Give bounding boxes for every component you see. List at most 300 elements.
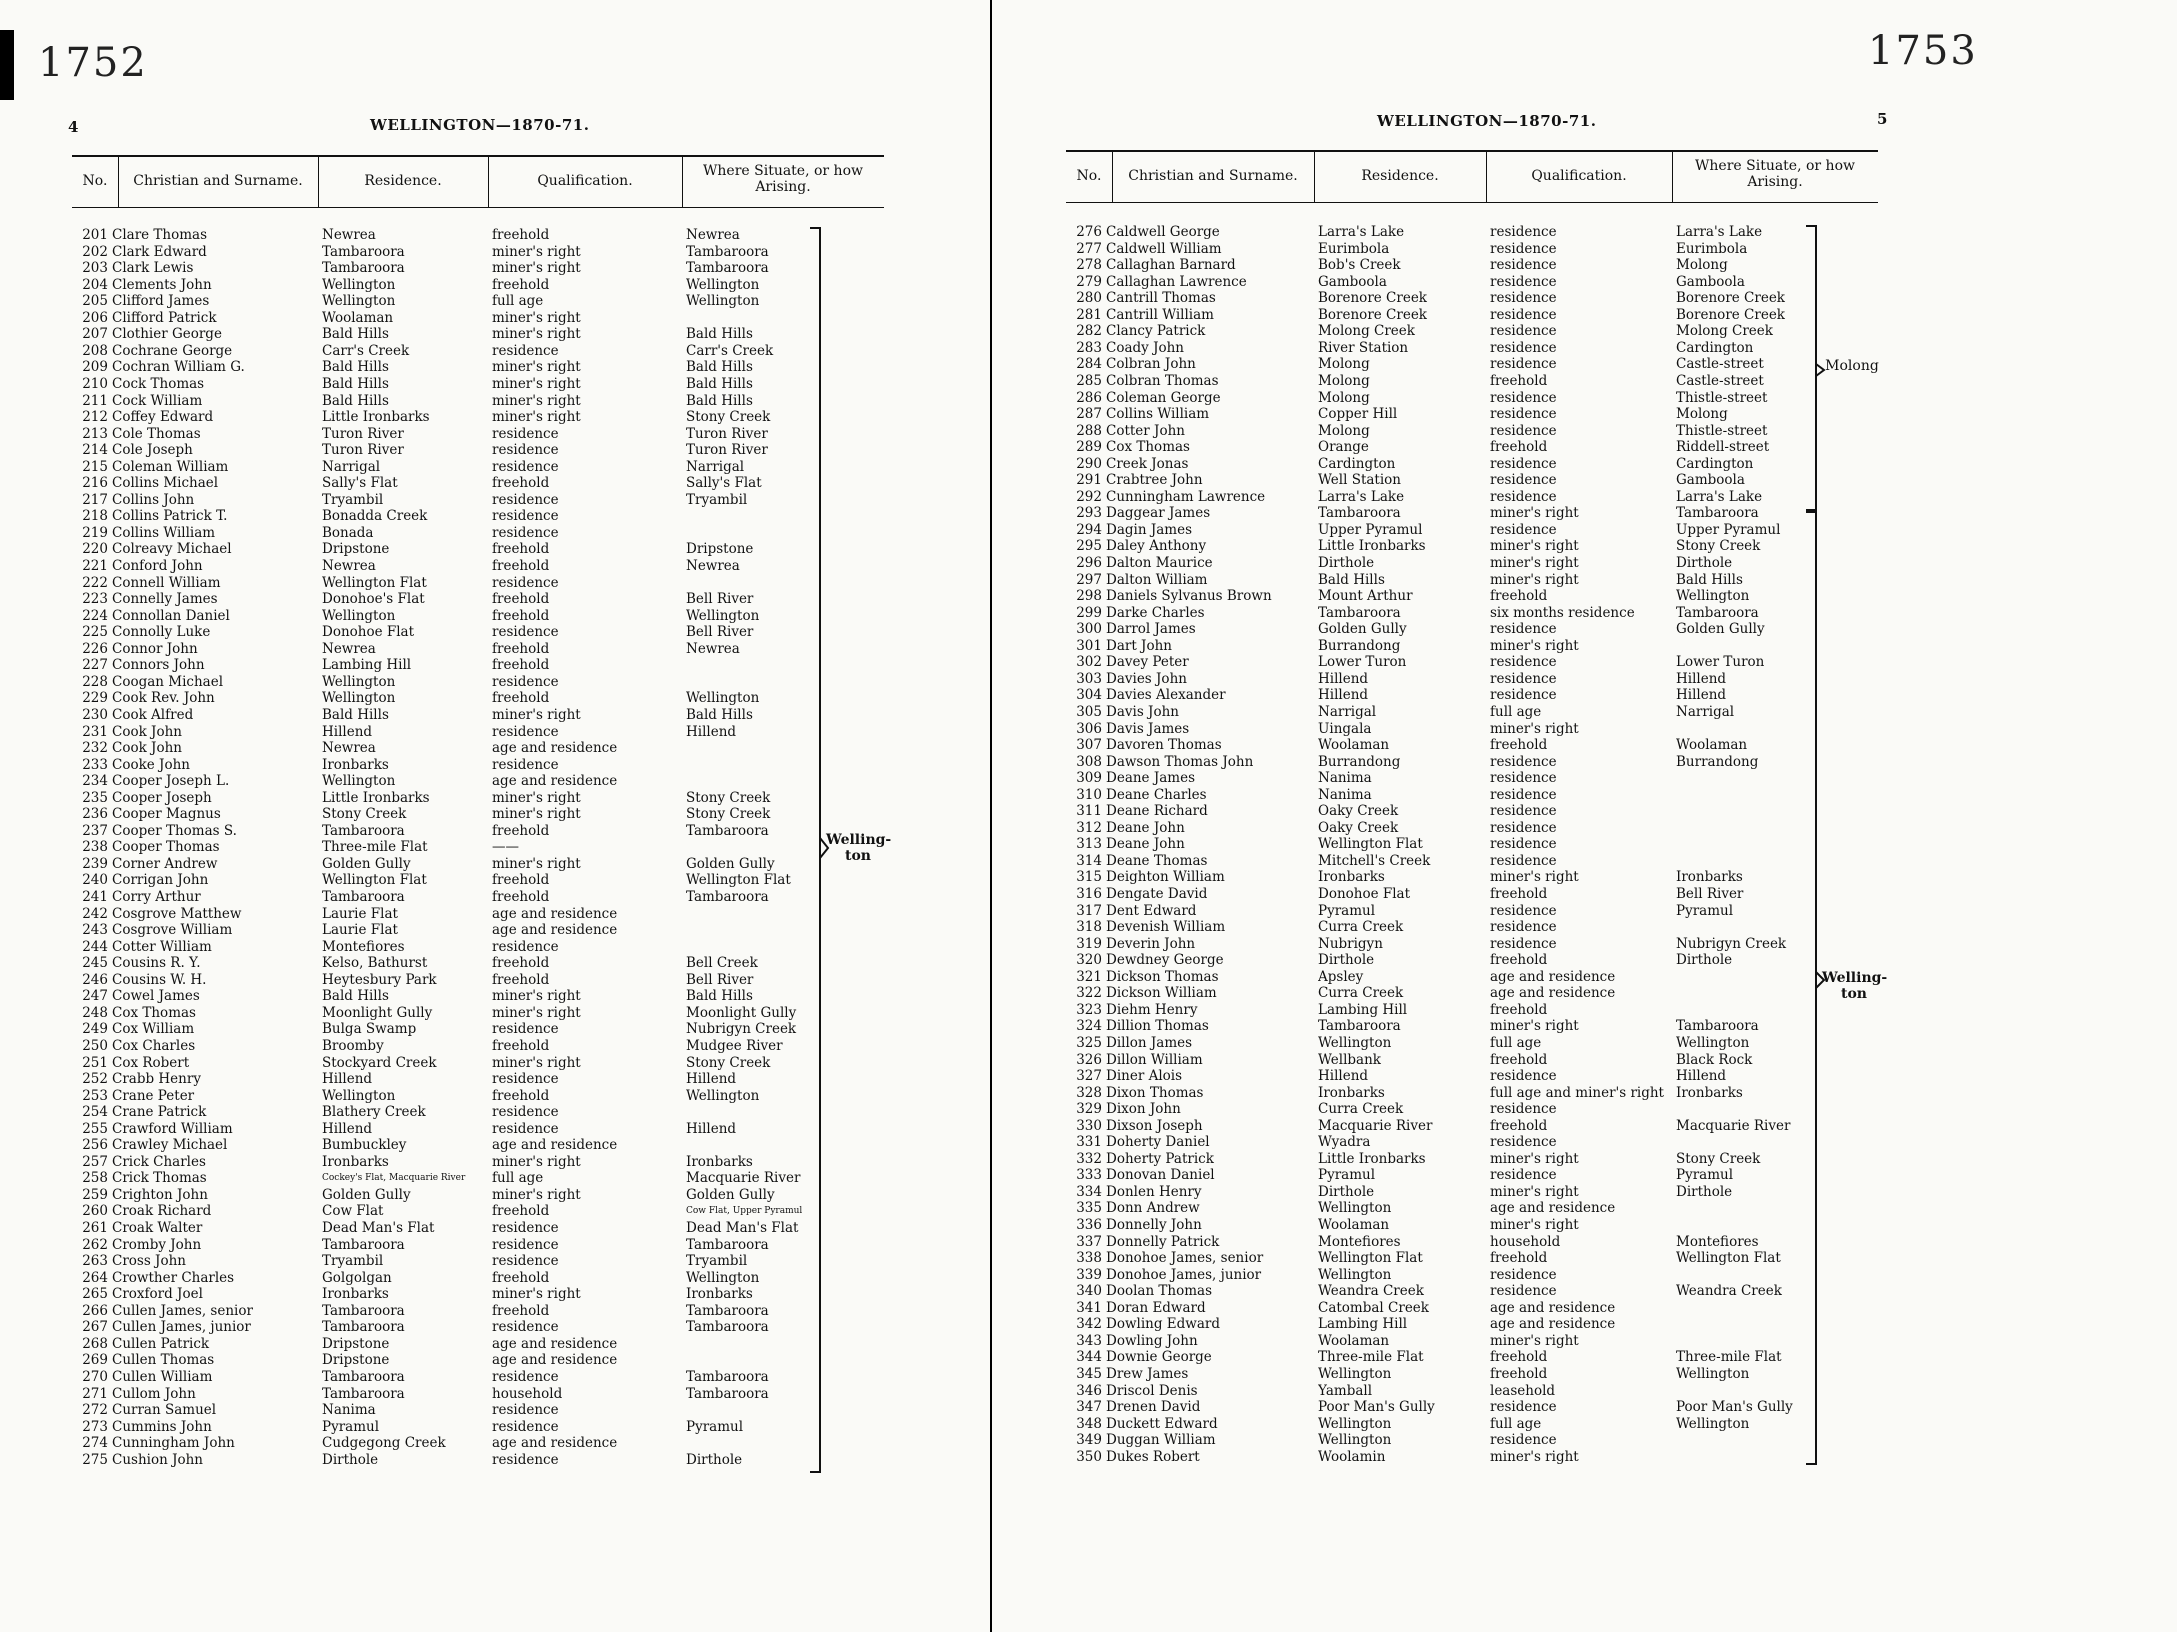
- entry-qualification: residence: [1490, 488, 1557, 505]
- entry-residence: Stony Creek: [322, 806, 407, 823]
- entry-where-situate: Sally's Flat: [686, 475, 762, 492]
- entry-number: 259: [82, 1186, 108, 1203]
- entry-number: 238: [82, 839, 108, 856]
- entry-name: Deane Thomas: [1106, 852, 1208, 869]
- entry-where-situate: Cardington: [1676, 455, 1754, 472]
- entry-qualification: freehold: [1490, 439, 1548, 456]
- entry-where-situate: Weandra Creek: [1676, 1283, 1782, 1300]
- entry-residence: Eurimbola: [1318, 240, 1390, 257]
- entry-number: 279: [1076, 273, 1102, 290]
- entry-number: 323: [1076, 1001, 1102, 1018]
- entry-qualification: residence: [492, 624, 559, 641]
- entry-number: 212: [82, 409, 108, 426]
- entry-number: 216: [82, 475, 108, 492]
- entry-number: 337: [1076, 1233, 1102, 1250]
- entry-where-situate: Borenore Creek: [1676, 306, 1785, 323]
- entry-where-situate: Larra's Lake: [1676, 488, 1763, 505]
- entry-name: Cochrane George: [112, 342, 233, 359]
- table-row: [72, 244, 884, 260]
- entry-where-situate: Lower Turon: [1676, 654, 1765, 671]
- entry-number: 333: [1076, 1167, 1102, 1184]
- entry-name: Cooper Joseph: [112, 789, 212, 806]
- entry-residence: Cow Flat: [322, 1203, 384, 1220]
- entry-name: Connollan Daniel: [112, 607, 230, 624]
- entry-residence: Borenore Creek: [1318, 306, 1427, 323]
- entry-qualification: miner's right: [492, 243, 581, 260]
- entry-qualification: freehold: [492, 607, 550, 624]
- entry-where-situate: Stony Creek: [686, 806, 771, 823]
- entry-qualification: residence: [492, 1319, 559, 1336]
- entry-name: Daley Anthony: [1106, 538, 1207, 555]
- table-row: [72, 1419, 884, 1435]
- entry-residence: Turon River: [322, 425, 404, 442]
- table-row: [1066, 1085, 1878, 1101]
- entry-residence: Golden Gully: [322, 855, 411, 872]
- entry-name: Cunningham Lawrence: [1106, 488, 1266, 505]
- entry-name: Dent Edward: [1106, 902, 1197, 919]
- entry-qualification: residence: [492, 723, 559, 740]
- entry-number: 306: [1076, 720, 1102, 737]
- entry-name: Clark Lewis: [112, 260, 194, 277]
- entry-number: 227: [82, 657, 108, 674]
- entry-residence: Catombal Creek: [1318, 1299, 1429, 1316]
- table-row: [72, 806, 884, 822]
- table-row: [72, 657, 884, 673]
- table-row: [1066, 869, 1878, 885]
- table-row: [1066, 1018, 1878, 1034]
- entry-name: Callaghan Barnard: [1106, 257, 1236, 274]
- entry-residence: Donohoe's Flat: [322, 591, 425, 608]
- entry-qualification: residence: [492, 524, 559, 541]
- entry-number: 209: [82, 359, 108, 376]
- entry-name: Crane Patrick: [112, 1104, 207, 1121]
- entry-residence: Apsley: [1318, 968, 1364, 985]
- entry-where-situate: Ironbarks: [686, 1153, 753, 1170]
- table-row: [72, 260, 884, 276]
- header-name: Christian and Surname.: [133, 173, 303, 189]
- entry-where-situate: Hillend: [686, 723, 737, 740]
- entry-name: Drew James: [1106, 1365, 1189, 1382]
- entry-where-situate: Bald Hills: [686, 359, 753, 376]
- entry-where-situate: Macquarie River: [1676, 1117, 1791, 1134]
- table-row: [1066, 737, 1878, 753]
- entry-qualification: freehold: [492, 558, 550, 574]
- entry-number: 274: [82, 1435, 108, 1452]
- entry-number: 285: [1076, 372, 1102, 389]
- entry-qualification: residence: [1490, 339, 1557, 356]
- table-row: [72, 1352, 884, 1368]
- entry-where-situate: Hillend: [1676, 687, 1727, 704]
- table-row: [1066, 1167, 1878, 1183]
- entry-number: 340: [1076, 1283, 1102, 1300]
- entry-number: 307: [1076, 737, 1102, 754]
- page-number: 5: [1877, 110, 1888, 128]
- entry-where-situate: Tambaroora: [686, 243, 769, 260]
- entry-where-situate: Newrea: [686, 227, 740, 243]
- table-row: [72, 1452, 884, 1468]
- entry-number: 325: [1076, 1034, 1102, 1051]
- table-row: [72, 1154, 884, 1170]
- entry-number: 241: [82, 889, 108, 905]
- header-no: No.: [1076, 168, 1102, 184]
- entry-qualification: freehold: [492, 1302, 550, 1319]
- table-row: [72, 939, 884, 955]
- entry-qualification: residence: [1490, 770, 1557, 787]
- entry-qualification: freehold: [492, 591, 550, 608]
- entry-number: 312: [1076, 819, 1102, 836]
- entry-number: 213: [82, 425, 108, 442]
- entry-qualification: freehold: [492, 640, 550, 657]
- entry-number: 226: [82, 640, 108, 657]
- entry-qualification: miner's right: [1490, 637, 1579, 654]
- table-row: [72, 359, 884, 375]
- entry-where-situate: Stony Creek: [1676, 538, 1761, 555]
- entry-qualification: residence: [492, 342, 559, 359]
- entry-name: Downie George: [1106, 1349, 1212, 1366]
- entry-where-situate: Golden Gully: [686, 1186, 775, 1203]
- entry-number: 290: [1076, 455, 1102, 472]
- table-row: [72, 525, 884, 541]
- entry-where-situate: Mudgee River: [686, 1037, 783, 1054]
- entry-number: 248: [82, 1004, 108, 1021]
- entry-qualification: freehold: [1490, 886, 1548, 902]
- entry-where-situate: Molong: [1676, 257, 1728, 274]
- entry-name: Collins Michael: [112, 475, 219, 492]
- entry-residence: Nanima: [1318, 786, 1372, 803]
- table-row: [1066, 687, 1878, 703]
- entry-qualification: age and residence: [492, 1335, 618, 1352]
- entry-where-situate: Bell River: [686, 971, 754, 988]
- table-row: [1066, 390, 1878, 406]
- entry-residence: Wellington: [322, 607, 396, 624]
- table-row: [72, 277, 884, 293]
- brace-label: Welling-ton: [826, 832, 892, 864]
- table-row: [1066, 406, 1878, 422]
- entry-where-situate: Wellington: [686, 293, 760, 310]
- entry-name: Dowling Edward: [1106, 1316, 1220, 1333]
- entry-residence: Wellington: [322, 673, 396, 690]
- entry-qualification: freehold: [1490, 1349, 1548, 1366]
- entry-name: Cowel James: [112, 988, 200, 1005]
- entry-residence: Hillend: [322, 1120, 373, 1137]
- entry-name: Cousins R. Y.: [112, 955, 201, 972]
- table-row: [72, 442, 884, 458]
- entry-residence: Cudgegong Creek: [322, 1435, 446, 1452]
- entry-where-situate: Tambaroora: [686, 889, 769, 905]
- entry-where-situate: Golden Gully: [1676, 621, 1765, 638]
- entry-residence: Three-mile Flat: [1318, 1349, 1424, 1366]
- entry-number: 348: [1076, 1415, 1102, 1432]
- entry-where-situate: Tambaroora: [1676, 1018, 1759, 1035]
- entry-name: Deane James: [1106, 770, 1196, 787]
- entry-where-situate: Bell River: [686, 624, 754, 641]
- entry-name: Coady John: [1106, 339, 1184, 356]
- entry-number: 316: [1076, 886, 1102, 902]
- table-row: [1066, 886, 1878, 902]
- table-row: [72, 740, 884, 756]
- entry-residence: Donohoe Flat: [322, 624, 415, 641]
- entry-residence: Mitchell's Creek: [1318, 852, 1431, 869]
- entry-where-situate: Wellington: [686, 1087, 760, 1104]
- entry-number: 224: [82, 607, 108, 624]
- table-row: [72, 1220, 884, 1236]
- table-row: [1066, 754, 1878, 770]
- entry-name: Cantrill William: [1106, 306, 1214, 323]
- entry-residence: Wellbank: [1318, 1051, 1381, 1068]
- entry-qualification: full age: [1490, 1415, 1542, 1432]
- entry-residence: Curra Creek: [1318, 919, 1404, 936]
- table-row: [1066, 721, 1878, 737]
- table-row: [1066, 373, 1878, 389]
- entry-number: 206: [82, 309, 108, 326]
- entry-qualification: residence: [492, 1451, 559, 1468]
- table-row: [72, 1369, 884, 1385]
- table-row: [72, 1038, 884, 1054]
- right-page: [992, 0, 2177, 1632]
- entry-name: Davis John: [1106, 703, 1179, 720]
- entry-name: Corry Arthur: [112, 889, 201, 905]
- entry-number: 239: [82, 855, 108, 872]
- table-row: [1066, 274, 1878, 290]
- entry-number: 326: [1076, 1051, 1102, 1068]
- entry-number: 203: [82, 260, 108, 277]
- entry-number: 296: [1076, 555, 1102, 571]
- entry-number: 244: [82, 938, 108, 955]
- entry-name: Croak Richard: [112, 1203, 212, 1220]
- entry-name: Davis James: [1106, 720, 1190, 737]
- table-row: [72, 608, 884, 624]
- entry-where-situate: Tambaroora: [686, 1368, 769, 1385]
- entry-residence: Little Ironbarks: [322, 409, 430, 426]
- entry-number: 205: [82, 293, 108, 310]
- entry-name: Dixon John: [1106, 1101, 1181, 1118]
- entry-qualification: full age: [1490, 703, 1542, 720]
- entry-number: 324: [1076, 1018, 1102, 1035]
- entry-name: Connor John: [112, 640, 198, 657]
- table-row: [72, 674, 884, 690]
- entry-qualification: miner's right: [492, 392, 581, 409]
- entry-qualification: residence: [492, 1104, 559, 1121]
- entry-name: Cole Thomas: [112, 425, 201, 442]
- entry-qualification: freehold: [1490, 1051, 1548, 1068]
- entry-number: 264: [82, 1269, 108, 1286]
- entry-name: Corrigan John: [112, 872, 209, 889]
- entry-where-situate: Pyramul: [1676, 1167, 1734, 1184]
- entry-number: 294: [1076, 521, 1102, 538]
- entry-number: 272: [82, 1402, 108, 1419]
- entry-residence: Uingala: [1318, 720, 1372, 737]
- table-row: [1066, 1068, 1878, 1084]
- entry-number: 301: [1076, 637, 1102, 654]
- entry-name: Conford John: [112, 558, 203, 574]
- entry-name: Dagin James: [1106, 521, 1192, 538]
- entry-number: 300: [1076, 621, 1102, 638]
- entry-name: Croxford Joel: [112, 1286, 203, 1303]
- entry-qualification: freehold: [492, 955, 550, 972]
- table-row: [72, 1286, 884, 1302]
- entry-name: Driscol Denis: [1106, 1382, 1198, 1399]
- entry-qualification: age and residence: [492, 922, 618, 939]
- entry-qualification: age and residence: [1490, 968, 1616, 985]
- entry-qualification: residence: [492, 1021, 559, 1038]
- entry-residence: Tambaroora: [322, 260, 405, 277]
- entry-qualification: freehold: [492, 1087, 550, 1104]
- entry-name: Cock Thomas: [112, 375, 205, 392]
- entry-where-situate: Wellington Flat: [686, 872, 791, 889]
- entry-name: Crick Thomas: [112, 1170, 207, 1187]
- entry-residence: Larra's Lake: [1318, 224, 1405, 240]
- entry-number: 254: [82, 1104, 108, 1121]
- entry-number: 221: [82, 558, 108, 574]
- entry-number: 247: [82, 988, 108, 1005]
- entry-name: Davoren Thomas: [1106, 737, 1222, 754]
- entry-number: 328: [1076, 1084, 1102, 1101]
- entry-number: 243: [82, 922, 108, 939]
- entry-name: Cotter John: [1106, 422, 1185, 439]
- entry-number: 277: [1076, 240, 1102, 257]
- entry-where-situate: Wellington: [1676, 588, 1750, 605]
- entry-name: Doherty Patrick: [1106, 1150, 1214, 1167]
- entry-where-situate: Narrigal: [686, 458, 745, 475]
- entry-name: Cullen William: [112, 1368, 213, 1385]
- page-number: 4: [68, 118, 79, 136]
- entry-number: 230: [82, 706, 108, 723]
- entry-where-situate: Tambaroora: [686, 260, 769, 277]
- entry-where-situate: Bald Hills: [1676, 571, 1743, 588]
- table-row: [1066, 1383, 1878, 1399]
- table-row: [72, 757, 884, 773]
- table-row: [72, 1303, 884, 1319]
- entry-name: Deverin John: [1106, 935, 1196, 952]
- entry-where-situate: Bald Hills: [686, 392, 753, 409]
- entry-qualification: residence: [1490, 670, 1557, 687]
- table-row: [72, 475, 884, 491]
- table-row: [1066, 671, 1878, 687]
- entry-where-situate: Molong: [1676, 406, 1728, 423]
- entry-number: 276: [1076, 224, 1102, 240]
- entry-qualification: full age: [492, 1170, 544, 1187]
- entry-number: 288: [1076, 422, 1102, 439]
- header-where-situate: Where Situate, or how Arising.: [703, 163, 863, 195]
- entry-qualification: residence: [1490, 621, 1557, 638]
- entry-name: Dickson Thomas: [1106, 968, 1219, 985]
- entry-number: 319: [1076, 935, 1102, 952]
- entry-number: 233: [82, 756, 108, 773]
- entry-residence: Turon River: [322, 442, 404, 459]
- entry-residence: Tambaroora: [322, 1236, 405, 1253]
- entry-number: 217: [82, 491, 108, 508]
- entry-name: Deane Richard: [1106, 803, 1208, 820]
- entry-residence: Copper Hill: [1318, 406, 1398, 423]
- entry-residence: Gamboola: [1318, 273, 1387, 290]
- entry-number: 229: [82, 690, 108, 707]
- entry-name: Duckett Edward: [1106, 1415, 1218, 1432]
- entry-residence: Molong Creek: [1318, 323, 1415, 340]
- entry-qualification: miner's right: [492, 1004, 581, 1021]
- entry-number: 265: [82, 1286, 108, 1303]
- table-row: [1066, 588, 1878, 604]
- entry-number: 291: [1076, 472, 1102, 489]
- entry-residence: Well Station: [1318, 472, 1401, 489]
- table-row: [72, 326, 884, 342]
- header-name: Christian and Surname.: [1128, 168, 1298, 184]
- entry-number: 334: [1076, 1183, 1102, 1200]
- entry-name: Doherty Daniel: [1106, 1134, 1210, 1151]
- entry-qualification: residence: [492, 442, 559, 459]
- entry-qualification: miner's right: [1490, 538, 1579, 555]
- entry-where-situate: Hillend: [686, 1120, 737, 1137]
- entry-where-situate: Black Rock: [1676, 1051, 1753, 1068]
- entry-residence: Lower Turon: [1318, 654, 1407, 671]
- entry-residence: Newrea: [322, 227, 376, 243]
- entry-where-situate: Gamboola: [1676, 472, 1745, 489]
- entry-where-situate: Ironbarks: [1676, 869, 1743, 886]
- entry-where-situate: Turon River: [686, 425, 768, 442]
- entry-number: 287: [1076, 406, 1102, 423]
- table-row: [72, 1021, 884, 1037]
- entry-qualification: freehold: [492, 541, 550, 558]
- table-row: [72, 1137, 884, 1153]
- entry-residence: Tambaroora: [1318, 505, 1401, 522]
- entry-number: 322: [1076, 985, 1102, 1002]
- entry-number: 253: [82, 1087, 108, 1104]
- entry-residence: Borenore Creek: [1318, 290, 1427, 307]
- entry-qualification: miner's right: [492, 988, 581, 1005]
- table-row: [1066, 1101, 1878, 1117]
- entry-where-situate: Bald Hills: [686, 988, 753, 1005]
- entry-residence: Golgolgan: [322, 1269, 392, 1286]
- entry-number: 342: [1076, 1316, 1102, 1333]
- table-row: [1066, 1399, 1878, 1415]
- entry-qualification: residence: [492, 1402, 559, 1419]
- entry-qualification: miner's right: [492, 706, 581, 723]
- entry-residence: Oaky Creek: [1318, 819, 1399, 836]
- entry-qualification: miner's right: [492, 1153, 581, 1170]
- entry-qualification: age and residence: [492, 740, 618, 757]
- voter-table: [72, 155, 884, 1475]
- entry-where-situate: Dirthole: [686, 1451, 743, 1468]
- table-row: [1066, 787, 1878, 803]
- entry-where-situate: Wellington: [1676, 1365, 1750, 1382]
- entry-qualification: miner's right: [1490, 505, 1579, 522]
- entry-name: Crawford William: [112, 1120, 233, 1137]
- entry-qualification: residence: [1490, 273, 1557, 290]
- entry-residence: Wellington: [1318, 1365, 1392, 1382]
- entry-residence: Pyramul: [322, 1418, 380, 1435]
- entry-qualification: age and residence: [492, 1137, 618, 1154]
- table-row: [1066, 423, 1878, 439]
- entry-number: 335: [1076, 1200, 1102, 1217]
- table-row: [1066, 1035, 1878, 1051]
- table-row: [1066, 307, 1878, 323]
- entry-residence: Tambaroora: [1318, 604, 1401, 621]
- entry-qualification: residence: [492, 1236, 559, 1253]
- entry-where-situate: Ironbarks: [1676, 1084, 1743, 1101]
- table-row: [72, 426, 884, 442]
- entry-qualification: residence: [1490, 422, 1557, 439]
- entry-number: 211: [82, 392, 108, 409]
- entry-qualification: freehold: [492, 872, 550, 889]
- entry-qualification: miner's right: [492, 1054, 581, 1071]
- entry-residence: Wellington: [322, 773, 396, 790]
- page-heading: WELLINGTON—1870-71.: [1377, 112, 1597, 130]
- entry-name: Curran Samuel: [112, 1402, 217, 1419]
- entry-residence: Hillend: [1318, 670, 1369, 687]
- entry-number: 237: [82, 822, 108, 839]
- entry-name: Collins William: [112, 524, 216, 541]
- entry-number: 327: [1076, 1068, 1102, 1085]
- entry-name: Dart John: [1106, 637, 1172, 654]
